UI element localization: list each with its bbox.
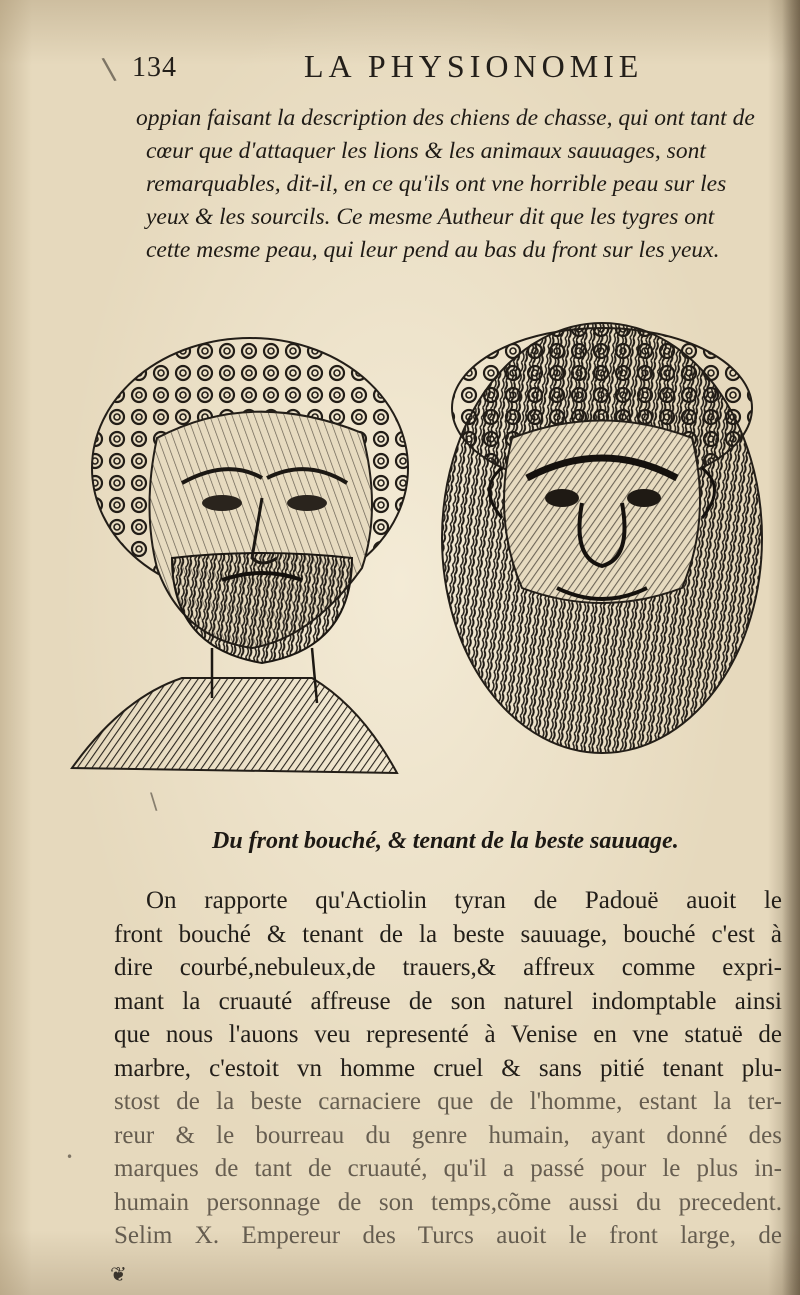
body-line: On rapporte qu'Actiolin tyran de Padouë auoit le [146, 887, 782, 914]
woodcut-figure [62, 318, 782, 788]
running-head [132, 48, 672, 92]
italic-line: oppian faisant la description des chiens de chasse, qui ont tant de [136, 105, 755, 131]
woodcut-bearded-man [72, 338, 408, 773]
italic-line: yeux & les sourcils. Ce mesme Autheur dit que les tygres ont [146, 204, 715, 230]
body-line: marbre, c'estoit vn homme cruel & sans pitié tenant plu- [114, 1054, 782, 1082]
body-line: stost de la beste carnaciere que de l'homme, estant la ter- [114, 1088, 782, 1115]
body-line: Selim X. Empereur des Turcs auoit le front large, de [114, 1222, 782, 1249]
margin-dot-mark: • [66, 1150, 74, 1164]
body-line: reur & le bourreau du genre humain, ayant donné des [114, 1121, 782, 1149]
woodcut-illustrations [62, 318, 782, 788]
italic-paragraph [136, 102, 796, 267]
body-line: dire courbé,nebuleux,de trauers,& affreux comme expri- [114, 954, 782, 981]
page-number: 134 [132, 52, 177, 83]
margin-stroke-mark: \ [150, 790, 158, 815]
italic-line: remarquables, dit-il, en ce qu'ils ont vne horrible peau sur les [146, 171, 727, 197]
body-line: front bouché & tenant de la beste sauuage, bouché c'est à [114, 920, 782, 948]
italic-line: cœur que d'attaquer les lions & les animaux sauuages, sont [146, 138, 706, 164]
running-title: LA PHYSIONOMIE [304, 48, 644, 84]
italic-line: cette mesme peau, qui leur pend au bas du front sur les yeux. [146, 237, 720, 263]
body-line: mant la cruauté affreuse de son naturel indomptable ainsi [114, 987, 782, 1015]
body-line: marques de tant de cruauté, qu'il a passé pour le plus in- [114, 1155, 782, 1182]
woodcut-lion-faced-head [442, 323, 762, 753]
body-line: que nous l'auons veu representé à Venise en vne statuë de [114, 1021, 782, 1048]
figure-caption: Du front bouché, & tenant de la beste sauuage. [212, 828, 679, 854]
body-line: humain personnage de son temps,cõme aussi du precedent. [114, 1188, 782, 1216]
body-paragraph [114, 884, 782, 1253]
fleuron-mark: ❦ [110, 1262, 127, 1286]
margin-stroke-mark: \ [100, 51, 118, 88]
